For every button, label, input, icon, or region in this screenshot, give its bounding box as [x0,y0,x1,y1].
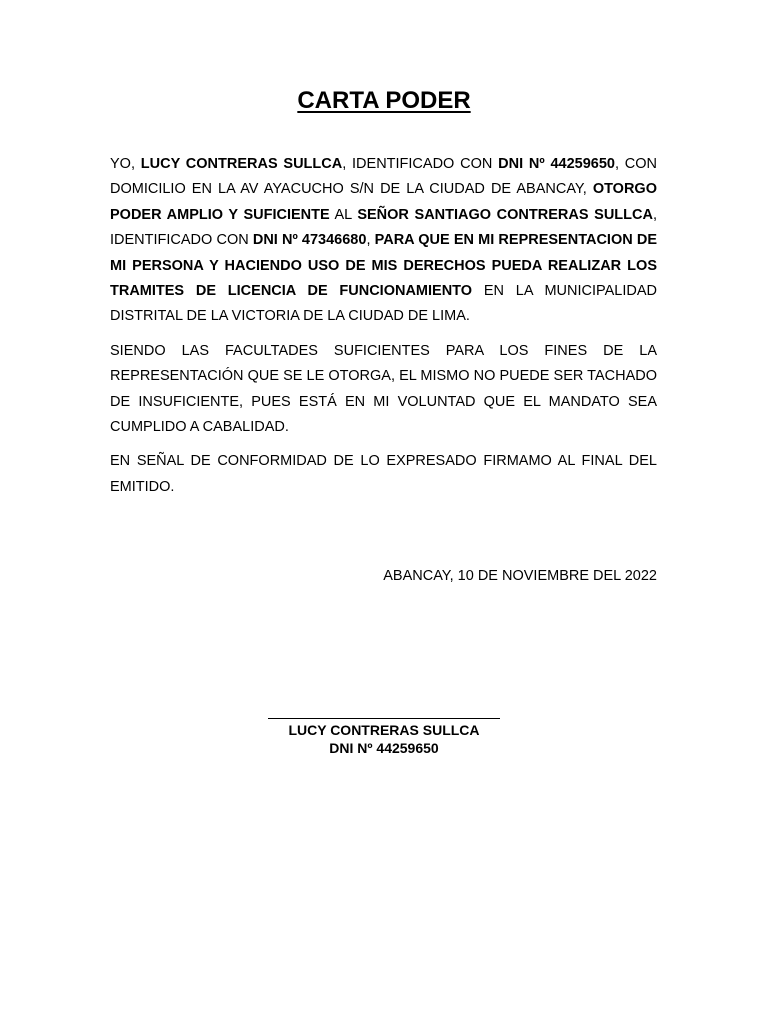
document-title: CARTA PODER [297,87,471,114]
paragraph-faculties: SIENDO LAS FACULTADES SUFICIENTES PARA LOS FINES DE LA REPRESENTACIÓN QUE SE LE OTORGA, EL MISMO NO PUEDE SER TACHADO DE INSUFICIENTE, PUES ESTÁ EN MI VOLUNTAD QUE EL MANDATO SEA CUMPLIDO A CABALIDAD. [110,342,657,436]
text-run: , [366,232,375,249]
grantor-dni: DNI Nº 44259650 [498,156,615,172]
signature-block [0,706,768,757]
grantee-name: SEÑOR SANTIAGO CONTRERAS SULLCA [357,206,653,223]
text-run: , CON DOMICILIO EN LA AV AYACUCHO S/N DE LA CIUDAD DE ABANCAY, [110,156,657,198]
text-run: YO, [110,156,141,172]
text-run: , IDENTIFICADO CON [110,206,657,249]
signer-name: LUCY CONTRERAS SULLCA [288,722,480,738]
text-run: AL [329,206,358,223]
text-run: EN LA MUNICIPALIDAD DISTRITAL DE LA VICTORIA DE LA CIUDAD DE LIMA. [110,283,657,325]
document-date: ABANCAY, 10 DE NOVIEMBRE DEL 2022 [383,568,657,584]
text-run: , IDENTIFICADO CON [342,156,499,172]
grant-clause: OTORGO PODER AMPLIO Y SUFICIENTE [110,181,657,223]
document-body [110,152,657,509]
paragraph-grant [110,152,657,330]
grantor-name: LUCY CONTRERAS SULLCA [140,156,343,172]
purpose-clause: PARA QUE EN MI REPRESENTACION DE MI PERSONA Y HACIENDO USO DE MIS DERECHOS PUEDA REALIZAR LOS TRAMITES DE LICENCIA DE FUNCIONAMIENTO [110,232,658,300]
signer-dni: DNI Nº 44259650 [329,740,439,756]
signature-line [268,718,500,719]
grantee-dni: DNI Nº 47346680 [252,232,367,249]
paragraph-conformity: EN SEÑAL DE CONFORMIDAD DE LO EXPRESADO FIRMAMO AL FINAL DEL EMITIDO. [110,453,657,495]
